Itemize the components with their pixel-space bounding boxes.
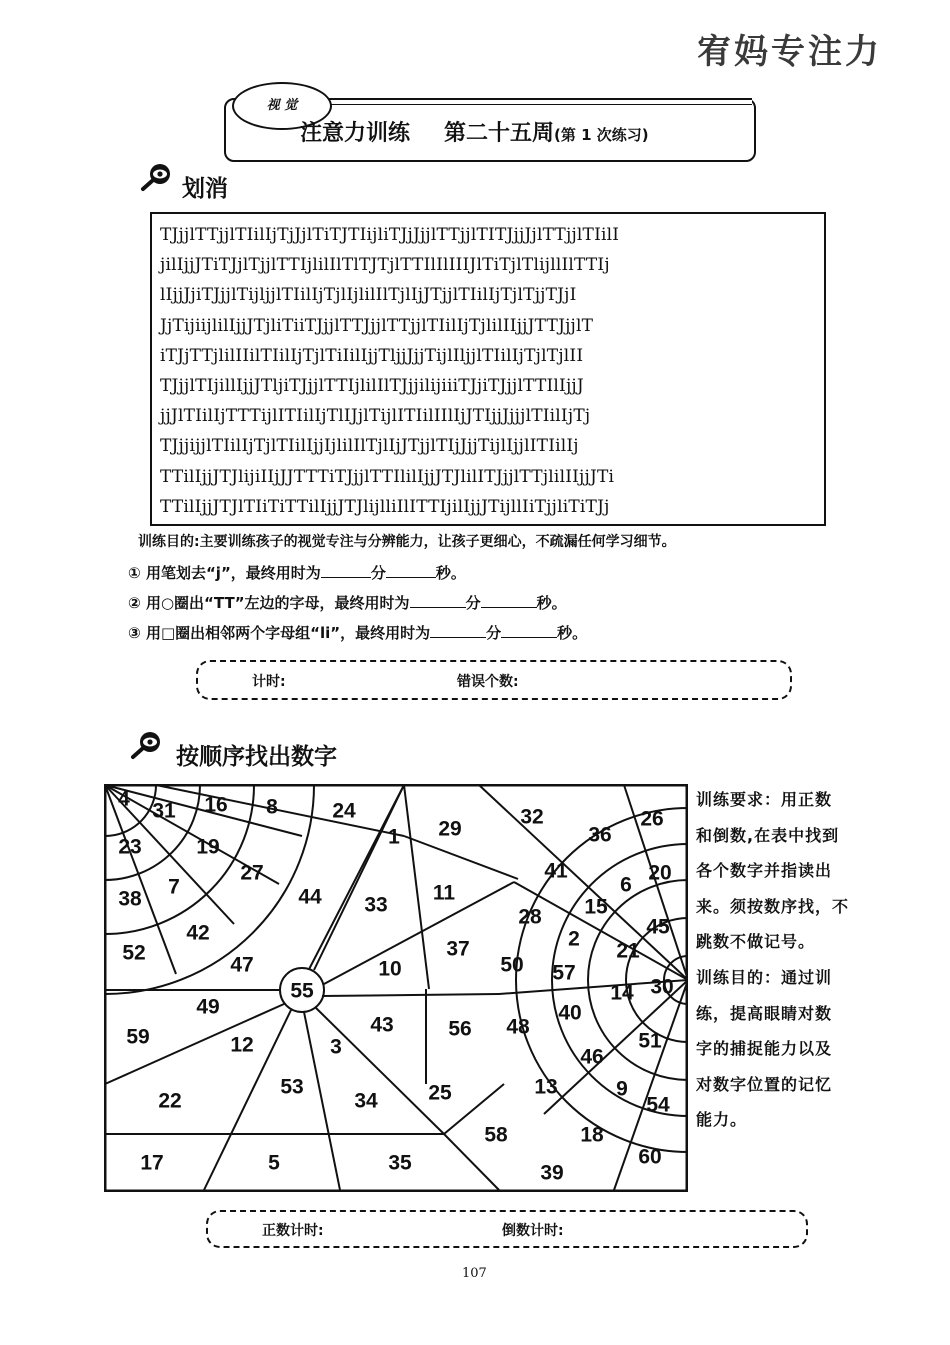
puzzle-number[interactable]: 9 — [616, 1077, 628, 1101]
puzzle-number[interactable]: 15 — [584, 895, 608, 919]
backward-timer-label: 倒数计时: — [502, 1223, 564, 1239]
task-item — [128, 592, 567, 613]
seconds-unit: 秒。 — [536, 594, 567, 612]
week-text: 第二十五周 — [444, 121, 555, 146]
puzzle-number[interactable]: 42 — [186, 921, 210, 945]
puzzle-number[interactable]: 3 — [330, 1035, 342, 1059]
letter-row: TJjjlTTjjlTIilIjTjJjlTiTJTIijliTJjJjjlTTjjlTITJjjJjlTTjjlTIilI — [160, 225, 620, 245]
puzzle-number[interactable]: 27 — [240, 861, 264, 885]
instruction-line: 练，提高眼睛对数 — [696, 1003, 833, 1023]
puzzle-number[interactable]: 11 — [432, 881, 456, 905]
puzzle-number[interactable]: 44 — [298, 885, 322, 909]
puzzle-number[interactable]: 38 — [118, 887, 142, 911]
puzzle-number[interactable]: 16 — [204, 793, 228, 817]
puzzle-number[interactable]: 52 — [122, 941, 146, 965]
puzzle-number[interactable]: 59 — [126, 1025, 150, 1049]
puzzle-number[interactable]: 26 — [640, 807, 664, 831]
puzzle-number[interactable]: 31 — [152, 799, 176, 823]
letter-row: TTilIjjJTJlTIiTiTTilIjjJTJlijlliIlITTIjilIjjJTijllIiTjjliTiTJj — [160, 496, 610, 517]
puzzle-number[interactable]: 28 — [518, 905, 542, 929]
puzzle-number[interactable]: 1 — [388, 825, 400, 849]
puzzle-number[interactable]: 33 — [364, 893, 388, 917]
page-number: 107 — [462, 1266, 487, 1281]
puzzle-number[interactable]: 53 — [280, 1075, 304, 1099]
task-item — [128, 562, 466, 583]
instruction-line: 训练目的：通过训 — [696, 967, 833, 987]
puzzle-number[interactable]: 10 — [378, 957, 402, 981]
puzzle-number[interactable]: 20 — [648, 861, 672, 885]
instruction-line: 来。须按数序找，不 — [696, 896, 850, 916]
task-item — [128, 622, 587, 643]
minutes-blank[interactable] — [410, 593, 466, 608]
minutes-blank[interactable] — [430, 623, 486, 638]
puzzle-number[interactable]: 25 — [428, 1081, 452, 1105]
puzzle-number[interactable]: 14 — [610, 981, 634, 1005]
puzzle-number[interactable]: 34 — [354, 1089, 378, 1113]
letter-grid — [150, 212, 826, 526]
session-text: (第 1 次练习) — [554, 126, 649, 144]
seconds-blank[interactable] — [481, 593, 537, 608]
letter-row: TJjjlTIjillIjjJTljiTJjjlTTIjlilIlTJjjilijiiiTJjiTJjjlTTIlIjjJ — [160, 375, 584, 396]
puzzle-number[interactable]: 50 — [500, 953, 524, 977]
puzzle-number[interactable]: 41 — [544, 859, 568, 883]
seconds-unit: 秒。 — [435, 564, 466, 582]
letter-row: lIjjJjiTJjjlTijljjlTIilIjTjlIjlilIlTjlIjJTjjlTIilIjTjlTjjTJjI — [160, 285, 577, 306]
errors-label: 错误个数: — [457, 674, 519, 690]
puzzle-number[interactable]: 5 — [268, 1151, 280, 1175]
brand-title: 宥妈专注力 — [697, 32, 882, 72]
puzzle-number[interactable]: 57 — [552, 961, 576, 985]
seconds-blank[interactable] — [386, 563, 436, 578]
puzzle-number[interactable]: 58 — [484, 1123, 508, 1147]
puzzle-number[interactable]: 45 — [646, 915, 670, 939]
task-text: 用笔划去“j”，最终用时为 — [145, 564, 321, 582]
letter-row: TTilIjjJTJlijiIIjJJTTTiTJjjlTTIlilIjjJTJlilITJjjlTTjlilIIjjJTi — [160, 466, 615, 487]
puzzle-number[interactable]: 55 — [290, 979, 314, 1003]
puzzle-number[interactable]: 54 — [646, 1093, 670, 1117]
minutes-blank[interactable] — [321, 563, 371, 578]
puzzle-number[interactable]: 23 — [118, 835, 142, 859]
puzzle-number[interactable]: 7 — [168, 875, 180, 899]
puzzle-number[interactable]: 6 — [620, 873, 632, 897]
task-number: ② — [128, 594, 141, 612]
seconds-blank[interactable] — [501, 623, 557, 638]
puzzle-number[interactable]: 4 — [118, 787, 130, 811]
magnifier-eye-icon — [130, 730, 164, 760]
letter-row: TJjjijjlTIilIjTjlTIilIjjIjlilIlTjlIjJTjjlTIjJjjTijlIjjlITIilIj — [160, 436, 579, 457]
category-badge: 视 觉 — [232, 82, 332, 130]
section-cross-out-title: 划消 — [182, 176, 228, 202]
minutes-unit: 分 — [486, 624, 502, 642]
training-goal: 训练目的:主要训练孩子的视觉专注与分辨能力，让孩子更细心，不疏漏任何学习细节。 — [138, 534, 676, 550]
number-puzzle — [104, 784, 688, 1192]
puzzle-number[interactable]: 32 — [520, 805, 544, 829]
letter-row: jjJlTIilIjTTTijlITIilIjTlIJjlTijlITIilIIlIjJTIjjJjjjlTIilIjTj — [160, 406, 591, 427]
puzzle-number[interactable]: 13 — [534, 1075, 558, 1099]
puzzle-number[interactable]: 21 — [616, 939, 640, 963]
puzzle-number[interactable]: 51 — [638, 1029, 662, 1053]
instruction-line: 和倒数,在表中找到 — [696, 825, 840, 845]
minutes-unit: 分 — [465, 594, 481, 612]
puzzle-number[interactable]: 17 — [140, 1151, 164, 1175]
puzzle-number[interactable]: 2 — [568, 927, 580, 951]
puzzle-number[interactable]: 36 — [588, 823, 612, 847]
puzzle-number[interactable]: 29 — [438, 817, 462, 841]
instruction-line: 各个数字并指读出 — [696, 861, 833, 881]
puzzle-number[interactable]: 47 — [230, 953, 254, 977]
puzzle-number[interactable]: 43 — [370, 1013, 394, 1037]
task-number: ③ — [128, 624, 141, 642]
puzzle-number[interactable]: 49 — [196, 995, 220, 1019]
puzzle-number[interactable]: 39 — [540, 1161, 564, 1185]
seconds-unit: 秒。 — [557, 624, 588, 642]
puzzle-number[interactable]: 18 — [580, 1123, 604, 1147]
page-title — [300, 116, 740, 147]
puzzle-number[interactable]: 40 — [558, 1001, 582, 1025]
instructions-panel — [696, 782, 856, 1138]
letter-row: JjTijiijlilIjjJTjliTiiTJjjlTTJjjlTTjjlTIilIjTjlilIIjjJTTJjjlT — [160, 315, 594, 336]
puzzle-numbers — [118, 788, 674, 1185]
puzzle-number[interactable]: 56 — [448, 1017, 472, 1041]
puzzle-number[interactable]: 35 — [388, 1151, 412, 1175]
puzzle-number[interactable]: 22 — [158, 1089, 182, 1113]
puzzle-number[interactable]: 30 — [650, 975, 674, 999]
letter-row: iTJjTTjlilIIilTIilIjTjlTiIilIjjTljjJjjTijlIljjlTIilIjTjlTjlII — [160, 345, 584, 366]
puzzle-number[interactable]: 19 — [196, 835, 220, 859]
letter-row: jilIjjJTiTJjlTjjlTTIjlilIlTlTJTjlTTIlIlIIIJlTiTjlTlijllIlTTIj — [160, 255, 610, 276]
puzzle-number[interactable]: 8 — [266, 795, 278, 819]
task-text: 用□圈出相邻两个字母组“li”，最终用时为 — [145, 624, 431, 642]
puzzle-number[interactable]: 37 — [446, 937, 470, 961]
instruction-line: 训练要求：用正数 — [696, 790, 833, 809]
forward-timer-label: 正数计时: — [262, 1223, 324, 1239]
timer-label: 计时: — [252, 674, 286, 690]
instruction-line: 跳数不做记号。 — [696, 932, 816, 952]
task-number: ① — [128, 564, 141, 582]
title-rule — [300, 98, 752, 105]
puzzle-number[interactable]: 12 — [230, 1033, 254, 1057]
instruction-line: 字的捕捉能力以及 — [696, 1039, 833, 1059]
puzzle-number[interactable]: 48 — [506, 1015, 530, 1039]
puzzle-number[interactable]: 60 — [638, 1145, 662, 1169]
minutes-unit: 分 — [370, 564, 386, 582]
section-number-order-title: 按顺序找出数字 — [176, 744, 337, 770]
task-text: 用○圈出“TT”左边的字母，最终用时为 — [145, 594, 410, 612]
instruction-line: 能力。 — [696, 1110, 748, 1130]
magnifier-eye-icon — [140, 162, 174, 192]
instruction-line: 对数字位置的记忆 — [696, 1074, 833, 1094]
title-text: 注意力训练 — [300, 121, 411, 146]
puzzle-number[interactable]: 24 — [332, 799, 356, 823]
puzzle-number[interactable]: 46 — [580, 1045, 604, 1069]
